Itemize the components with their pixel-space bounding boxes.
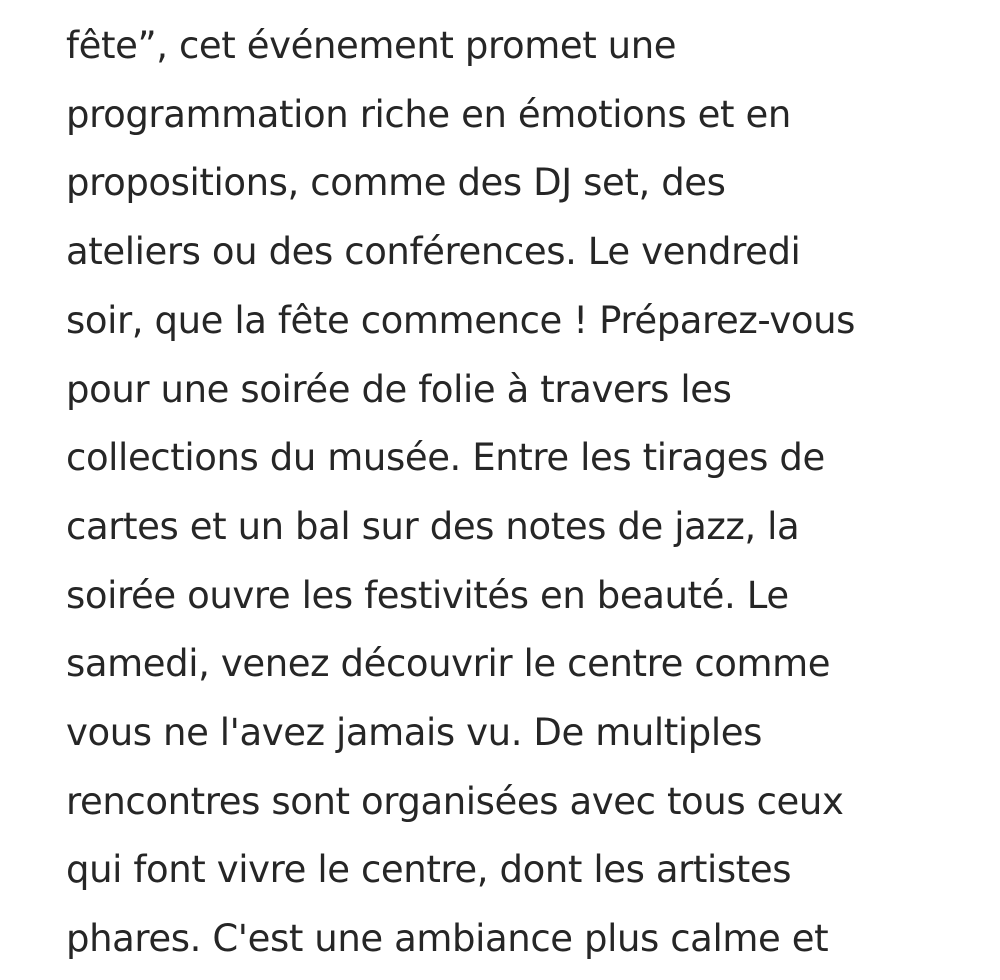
text-line: programmation riche en émotions et en (66, 92, 791, 136)
text-line: rencontres sont organisées avec tous ceux (66, 779, 844, 823)
text-line: qui font vivre le centre, dont les artistes (66, 848, 792, 892)
text-line: soirée ouvre les festivités en beauté. Le (66, 573, 789, 617)
text-line: cartes et un bal sur des notes de jazz, la (66, 504, 800, 548)
text-line: phares. C'est une ambiance plus calme et (66, 917, 829, 961)
text-line: vous ne l'avez jamais vu. De multiples (66, 711, 763, 755)
text-line: fête”, cet événement promet une (66, 24, 677, 67)
text-line: pour une soirée de folie à travers les (66, 367, 732, 411)
text-line: propositions, comme des DJ set, des (66, 161, 726, 205)
text-line: samedi, venez découvrir le centre comme (66, 642, 831, 686)
text-line: collections du musée. Entre les tirages de (66, 436, 825, 480)
text-line: soir, que la fête commence ! Préparez-vous (66, 298, 856, 342)
article-text (66, 12, 976, 980)
text-line: ateliers ou des conférences. Le vendredi (66, 230, 801, 274)
